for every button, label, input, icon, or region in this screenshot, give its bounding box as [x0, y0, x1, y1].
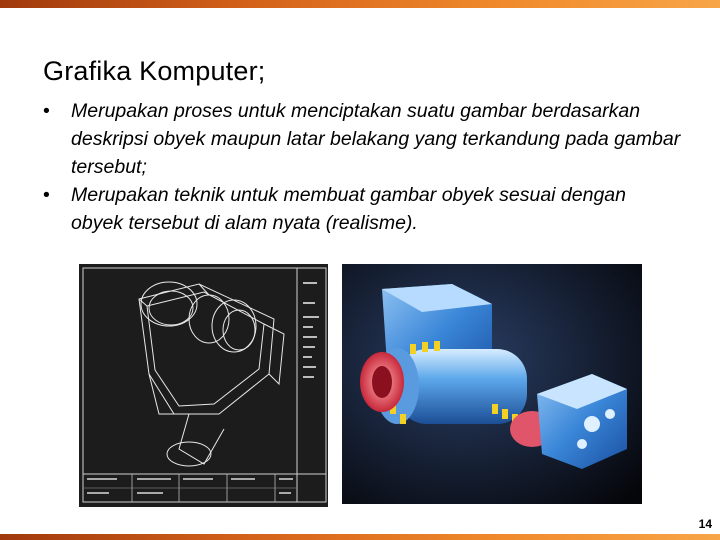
bullet-icon: •: [43, 184, 50, 206]
bullet-list: [43, 97, 683, 237]
bottom-accent-bar: [0, 534, 720, 540]
bullet-item: [43, 97, 683, 181]
page-number: 14: [698, 517, 712, 531]
bullet-text: Merupakan teknik untuk membuat gambar obyek sesuai dengan obyek tersebut di alam nyata (realisme).: [71, 184, 626, 234]
wireframe-cad-image: [79, 264, 328, 507]
bullet-text: Merupakan proses untuk menciptakan suatu gambar berdasarkan deskripsi obyek maupun latar belakang yang terkandung pada gambar tersebut;: [71, 100, 681, 178]
top-accent-bar: [0, 0, 720, 8]
slide-title: Grafika Komputer;: [43, 56, 266, 86]
bullet-item: [43, 181, 683, 237]
bullet-icon: •: [43, 100, 50, 122]
rendered-3d-model-icon: [342, 264, 642, 504]
wireframe-cad-icon: [79, 264, 328, 507]
rendered-3d-image: [342, 264, 642, 504]
